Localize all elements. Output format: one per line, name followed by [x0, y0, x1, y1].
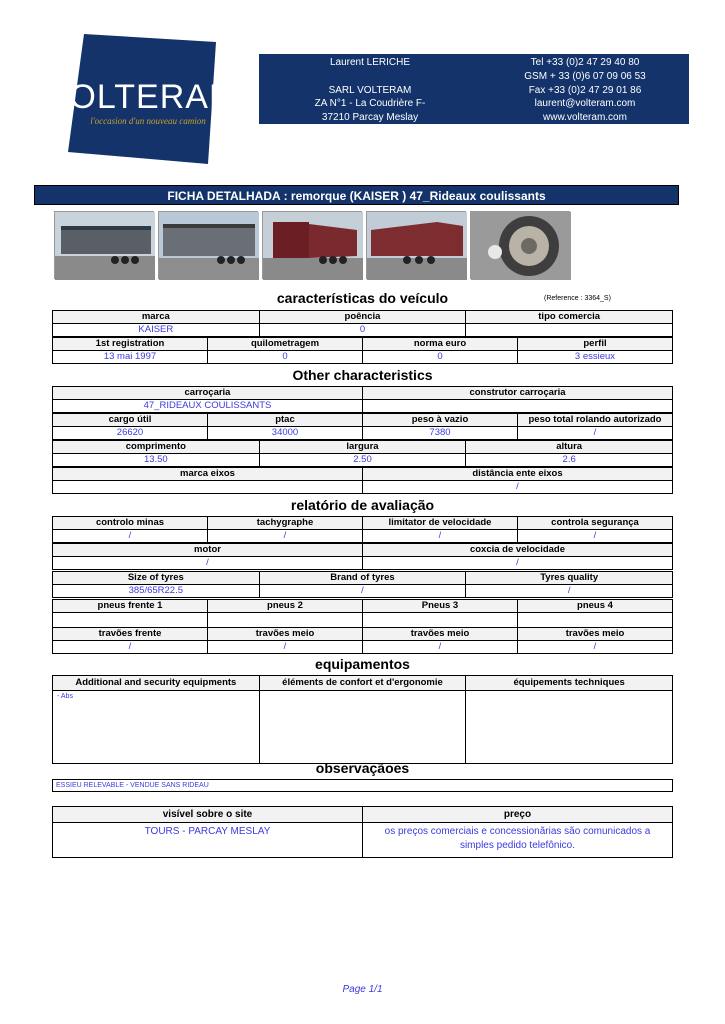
label-norma: norma euro: [363, 338, 518, 351]
label-perfil: perfil: [518, 338, 673, 351]
observations-text: ESSIEU RELEVABLE - VENDUE SANS RIDEAU: [52, 779, 673, 792]
value-quilometragem: 0: [208, 351, 363, 364]
label-potencia: poência: [259, 311, 466, 324]
fax: Fax +33 (0)2 47 29 01 86: [528, 84, 642, 96]
label-pneus-3: Pneus 3: [363, 600, 518, 613]
label-controlo-minas: controlo minas: [53, 517, 208, 530]
vehicle-table-2: [52, 337, 673, 364]
label-seguranca: controla segurança: [518, 517, 673, 530]
phone: Tel +33 (0)2 47 29 40 80: [530, 57, 640, 68]
value-travoes-meio-2: /: [363, 641, 518, 654]
value-travoes-meio-3: /: [518, 641, 673, 654]
photo-5[interactable]: [470, 211, 570, 279]
company-name: SARL VOLTERAM: [328, 84, 412, 96]
label-brand-tyres: Brand of tyres: [259, 572, 466, 585]
section-observations-title: observaçãoes: [315, 760, 410, 776]
eval-table-1: [52, 516, 673, 543]
value-technical-equipment: [466, 691, 673, 764]
other-table-3: [52, 440, 673, 467]
label-cargo: cargo útil: [53, 414, 208, 427]
label-site: visível sobre o site: [53, 807, 363, 823]
label-preco: preço: [363, 807, 673, 823]
eval-table-4: [52, 599, 673, 628]
value-seguranca: /: [518, 530, 673, 543]
label-travoes-frente: travões frente: [53, 628, 208, 641]
photo-2[interactable]: [158, 211, 258, 279]
label-pneus-4: pneus 4: [518, 600, 673, 613]
value-pneus-1: [53, 613, 208, 628]
value-quality-tyres: /: [466, 585, 673, 598]
label-size-tyres: Size of tyres: [53, 572, 260, 585]
label-travoes-meio-1: travões meio: [208, 628, 363, 641]
address-line-1: ZA N°1 - La Coudrière F-: [314, 98, 426, 110]
label-travoes-meio-3: travões meio: [518, 628, 673, 641]
photo-1[interactable]: [54, 211, 154, 279]
value-tipo: [466, 324, 673, 337]
value-motor: /: [53, 557, 363, 570]
value-ptac: 34000: [208, 427, 363, 440]
contact-blank: [259, 70, 481, 84]
value-travoes-meio-1: /: [208, 641, 363, 654]
value-travoes-frente: /: [53, 641, 208, 654]
value-size-tyres: 385/65R22.5: [53, 585, 260, 598]
value-norma: 0: [363, 351, 518, 364]
label-marca-eixos: marca eixos: [53, 468, 363, 481]
label-pneus-2: pneus 2: [208, 600, 363, 613]
page-number: Page 1/1: [342, 984, 383, 995]
label-comprimento: comprimento: [53, 441, 260, 454]
label-coxcia: coxcia de velocidade: [363, 544, 673, 557]
value-site: TOURS - PARCAY MESLAY: [53, 823, 363, 858]
reference-number: (Reference : 3364_S): [544, 295, 611, 302]
contact-header: [259, 54, 689, 124]
value-peso-vazio: 7380: [363, 427, 518, 440]
section-other-title: Other characteristics: [292, 367, 433, 383]
site-price-table: [52, 806, 673, 858]
label-quilometragem: quilometragem: [208, 338, 363, 351]
label-travoes-meio-2: travões meio: [363, 628, 518, 641]
value-pneus-3: [363, 613, 518, 628]
value-controlo-minas: /: [53, 530, 208, 543]
address-line-2: 37210 Parcay Meslay: [321, 112, 419, 124]
value-altura: 2.6: [466, 454, 673, 467]
label-peso-vazio: peso à vazio: [363, 414, 518, 427]
label-tachygraphe: tachygraphe: [208, 517, 363, 530]
value-comfort-equipment: [259, 691, 466, 764]
equipment-table: [52, 675, 673, 759]
label-peso-total: peso total rolando autorizado: [518, 414, 673, 427]
label-construtor: construtor carroçaria: [363, 387, 673, 400]
value-carrocaria: 47_RIDEAUX COULISSANTS: [53, 400, 363, 413]
eval-table-2: [52, 543, 673, 570]
value-construtor: [363, 400, 673, 413]
value-security-equipment: - Abs: [53, 691, 260, 764]
label-tipo: tipo comercia: [466, 311, 673, 324]
logo-name: VOLTERAM: [45, 78, 239, 116]
section-eval-title: relatório de avaliação: [290, 497, 435, 513]
logo-tagline: l'occasion d'un nouveau camion: [90, 116, 206, 126]
label-registration: 1st registration: [53, 338, 208, 351]
website-link[interactable]: www.volteram.com: [543, 112, 627, 124]
mobile: GSM + 33 (0)6 07 09 06 53: [524, 70, 646, 82]
label-quality-tyres: Tyres quality: [466, 572, 673, 585]
label-distancia: distância ente eixos: [363, 468, 673, 481]
page-title: FICHA DETALHADA : remorque (KAISER ) 47_Rideaux coulissants: [34, 185, 679, 205]
eval-table-5: [52, 627, 673, 654]
value-largura: 2.50: [259, 454, 466, 467]
label-largura: largura: [259, 441, 466, 454]
label-security-equipment: Additional and security equipments: [53, 676, 260, 691]
photo-4[interactable]: [366, 211, 466, 279]
label-carrocaria: carroçaria: [53, 387, 363, 400]
other-table-4: [52, 467, 673, 494]
value-distancia: /: [363, 481, 673, 494]
label-pneus-1: pneus frente 1: [53, 600, 208, 613]
section-vehicle-title: características do veículo: [276, 290, 449, 306]
value-brand-tyres: /: [259, 585, 466, 598]
value-perfil: 3 essieux: [518, 351, 673, 364]
value-limitator: /: [363, 530, 518, 543]
value-comprimento: 13.50: [53, 454, 260, 467]
volteram-logo: [45, 34, 239, 164]
email-link[interactable]: laurent@volteram.com: [534, 98, 636, 110]
value-coxcia: /: [363, 557, 673, 570]
value-cargo: 26620: [53, 427, 208, 440]
value-pneus-4: [518, 613, 673, 628]
value-peso-total: /: [518, 427, 673, 440]
label-limitator: limitator de velocidade: [363, 517, 518, 530]
label-comfort-equipment: éléments de confort et d'ergonomie: [259, 676, 466, 691]
value-preco: os preços comerciais e concessionãrias são comunicados a simples pedido telefônico.: [363, 823, 673, 858]
contact-name: Laurent LERICHE: [329, 57, 411, 68]
label-marca: marca: [53, 311, 260, 324]
value-registration: 13 mai 1997: [53, 351, 208, 364]
contact-address: [259, 56, 481, 125]
label-technical-equipment: équipements techniques: [466, 676, 673, 691]
photo-strip: [54, 211, 574, 281]
other-table-1: [52, 386, 673, 413]
value-pneus-2: [208, 613, 363, 628]
value-marca: KAISER: [53, 324, 260, 337]
value-tachygraphe: /: [208, 530, 363, 543]
other-table-2: [52, 413, 673, 440]
contact-details: [481, 56, 689, 125]
label-motor: motor: [53, 544, 363, 557]
value-potencia: 0: [259, 324, 466, 337]
section-equipment-title: equipamentos: [315, 656, 410, 672]
value-marca-eixos: [53, 481, 363, 494]
label-altura: altura: [466, 441, 673, 454]
label-ptac: ptac: [208, 414, 363, 427]
photo-3[interactable]: [262, 211, 362, 279]
eval-table-3: [52, 571, 673, 598]
vehicle-table-1: [52, 310, 673, 337]
